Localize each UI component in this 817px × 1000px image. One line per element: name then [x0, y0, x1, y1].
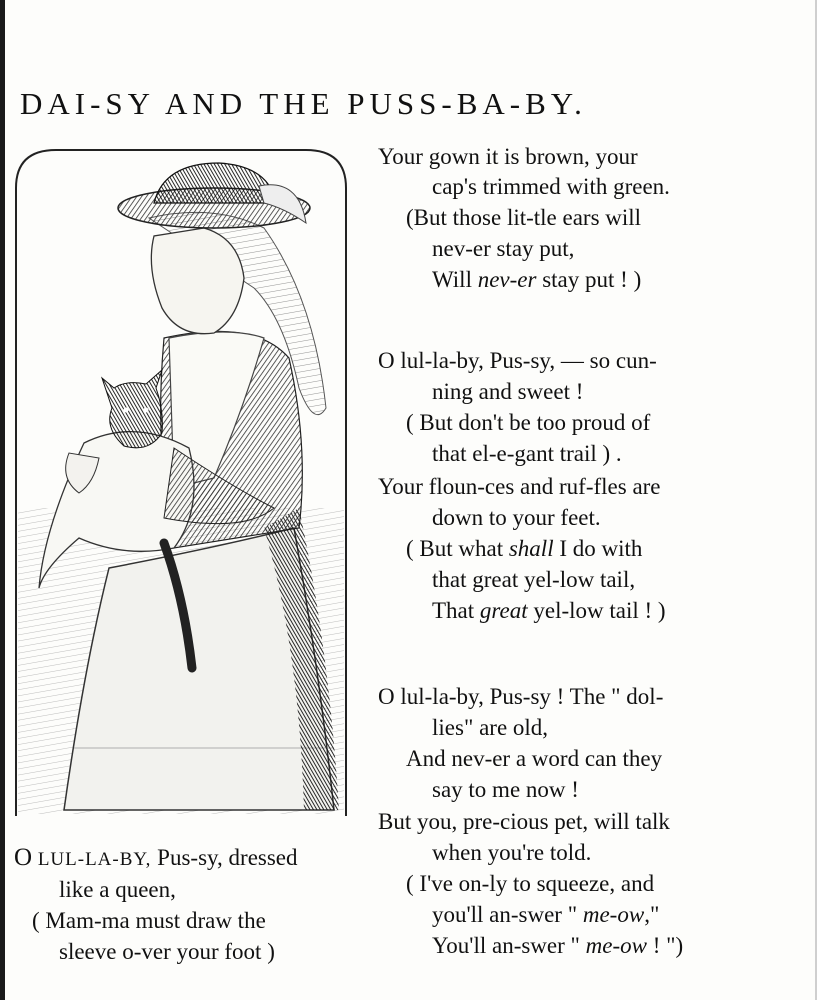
stanza-2-line-3: ( But don't be too proud of — [406, 410, 651, 435]
stanza-2-line-7: ( But what shall I do with — [406, 536, 643, 561]
stanza-3-line-2: lies" are old, — [432, 715, 549, 740]
stanza-3 — [378, 684, 798, 984]
left-stanza-line-1-rest: Pus-sy, dressed — [151, 845, 298, 870]
drop-cap-initial: O — [14, 844, 33, 871]
stanza-3-line-1: O lul-la-by, Pus-sy ! The " dol- — [378, 684, 664, 709]
stanza-2 — [378, 348, 798, 638]
stanza-3-line-8: you'll an-swer " me-ow," — [432, 902, 660, 927]
illustration-girl-with-kitten — [14, 148, 348, 816]
page-title: DAI-SY AND THE PUSS-BA-BY. — [20, 86, 587, 121]
stanza-2-line-5: Your floun-ces and ruf-fles are — [378, 474, 661, 499]
stanza-1-line-5: Will nev-er stay put ! ) — [432, 267, 642, 292]
left-stanza-line-2: like a queen, — [59, 877, 176, 902]
stanza-2-line-6: down to your feet. — [432, 505, 601, 530]
stanza-1 — [378, 144, 798, 304]
stanza-1-line-4: nev-er stay put, — [432, 236, 575, 261]
stanza-3-line-4: say to me now ! — [432, 777, 579, 802]
left-stanza-line-3: ( Mam-ma must draw the — [32, 908, 266, 933]
stanza-1-line-3: (But those lit-tle ears will — [406, 205, 642, 230]
left-stanza — [14, 840, 374, 1000]
page-edge-shadow — [0, 0, 5, 1000]
stanza-1-line-2: cap's trimmed with green. — [432, 174, 670, 199]
stanza-2-line-2: ning and sweet ! — [432, 379, 584, 404]
left-stanza-line-4: sleeve o-ver your foot ) — [59, 939, 275, 964]
stanza-3-line-9: You'll an-swer " me-ow ! ") — [432, 933, 684, 958]
stanza-2-line-4: that el-e-gant trail ) . — [432, 441, 622, 466]
stanza-3-line-7: ( I've on-ly to squeeze, and — [406, 871, 655, 896]
stanza-2-line-9: That great yel-low tail ! ) — [432, 598, 666, 623]
left-stanza-smallcaps: LUL-LA-BY, — [32, 849, 152, 870]
girl-holding-kitten-icon — [14, 148, 348, 816]
stanza-3-line-3: And nev-er a word can they — [406, 746, 663, 771]
stanza-1-line-1: Your gown it is brown, your — [378, 144, 638, 169]
stanza-2-line-8: that great yel-low tail, — [432, 567, 636, 592]
left-stanza-line-1 — [14, 845, 298, 873]
stanza-3-line-6: when you're told. — [432, 840, 592, 865]
stanza-2-line-1: O lul-la-by, Pus-sy, — so cun- — [378, 348, 657, 373]
stanza-3-line-5: But you, pre-cious pet, will talk — [378, 809, 670, 834]
